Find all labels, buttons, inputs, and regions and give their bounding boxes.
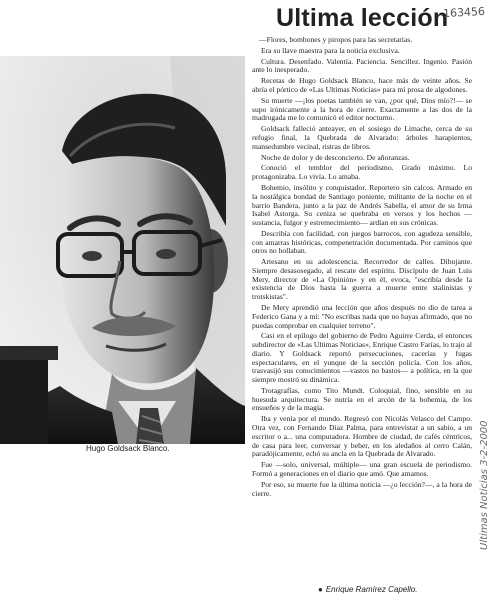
paragraph: Artesano en su adolescencia. Recorredor de calles. Dibujante. Siempre desasosegado, al rescate del espíritu. Discípulo de Juan Luis Mery, director de «La Opinión» y en él, evoca, "escribía desde la existencia de Dios hasta la guerra a muerte entre stalinistas y trotskistas". [252,257,472,302]
paragraph: Describía con facilidad, con juegos barrocos, con agudeza sensible, con amarras históricas, compenetración documentada. Por caminos que otros no hollaban. [252,228,472,256]
paragraph: Goldsack falleció anteayer, en el sosiego de Limache, cerca de su refugio final, la Quebrada de Alvarado: árboles harapientos, mansedumbre vecinal, ristras de libros. [252,124,472,151]
paragraph: Su muerte —¡los poetas también se van, ¿por qué, Dios mío?!— se supo irónicamente a la hora de cierre. Exactamente a las dos de la madrugada me lo comunicó el editor nocturno. [252,95,472,123]
paragraph: Por eso, su muerte fue la última noticia —¿o lección?—, a la hora de cierre. [252,479,472,498]
paragraph: Recetas de Hugo Goldsack Blanco, hace más de veinte años. Se abría el pórtico de «Las Ultimas Noticias» para mi prosa de algodones. [252,76,472,95]
paragraph: Fue —solo, universal, múltiple— una gran escuela de periodismo. Formó a generaciones en el diario que amó. Que amamos. [252,460,472,478]
photo-caption: Hugo Goldsack Blanco. [86,444,170,453]
paragraph: Iba y venía por el mundo. Regresó con Nicolás Velasco del Campo. Otra vez, con Fernando Díaz Palma, para entrevistar a un sabio, a un escritor o a... una computadora. Hombre de ciudad, de cafés céntricos, de casa para leer, conversar y beber, en los aledaños al cerro Calán, paradójicamente, echó su ancla en la Quebrada de Alvarado. [252,414,472,459]
paragraph: Cultura. Desenfado. Valentía. Paciencia. Sencillez. Ingenio. Pasión ante lo inesperado. [252,56,472,75]
portrait-illustration [0,56,245,444]
paragraph: Era su llave maestra para la noticia exclusiva. [261,45,400,55]
byline [318,585,417,594]
paragraph: Noche de dolor y de desconcierto. De añoranzas. [261,152,410,162]
paragraph: Trotagrafías, como Tito Mundt. Coloquial, fino, sensible en su huesuda arquitectura. Se nutría en el arcón de la bohemia, de los ensueños y de la magia. [252,385,472,413]
article-body [252,36,472,500]
byline-bullet-icon: ● [318,585,323,594]
headline: Ultima lección [276,4,449,32]
paragraph: De Mery aprendió una lección que años después no dio de tarea a Federico Gana y a mí: "No escribas nada que no hayas afirmado, que no puedas comprobar en cualquier terreno". [252,303,472,330]
byline-author: Enrique Ramírez Capello. [325,585,418,594]
paragraph: Conoció el temblor del periodismo. Grado máximo. Lo protagonizaba. Lo vivía. Lo amaba. [252,163,472,182]
handwritten-margin-note: Ultimas Noticias 3-2-2000 [479,420,490,550]
portrait-photo [0,56,245,444]
paragraph: Casi en el epílogo del gobierno de Pedro Aguirre Cerda, el entonces subdirector de «Las Ultimas Noticias», Enrique Castro Farías, lo trajo al diario. Y Goldsack reportó persecuciones, cacerías y fugas espectaculares, en el yunque de la sección policía. Con los años, trasvasijó sus conocimientos —vastos no bastos— a política, en la que siempre mostró su dinámica. [252,331,472,385]
paragraph: Bohemio, insólito y conquistador. Reportero sin calcos. Armado en la nostálgica bondad de Santiago poniente, militante de la noche en el barrio Bandera, junto a la paz de Andrés Sabella, el amor de su Irma Isabel Astorga. Su ceniza se quebraba en versos y los hechos —sustancia, fulgor y estremecimiento— ardían en sus crónicas. [252,183,472,227]
paragraph: —Flores, bombones y piropos para las secretarias. [259,35,413,44]
archive-reference-code: 163456 [442,4,486,21]
